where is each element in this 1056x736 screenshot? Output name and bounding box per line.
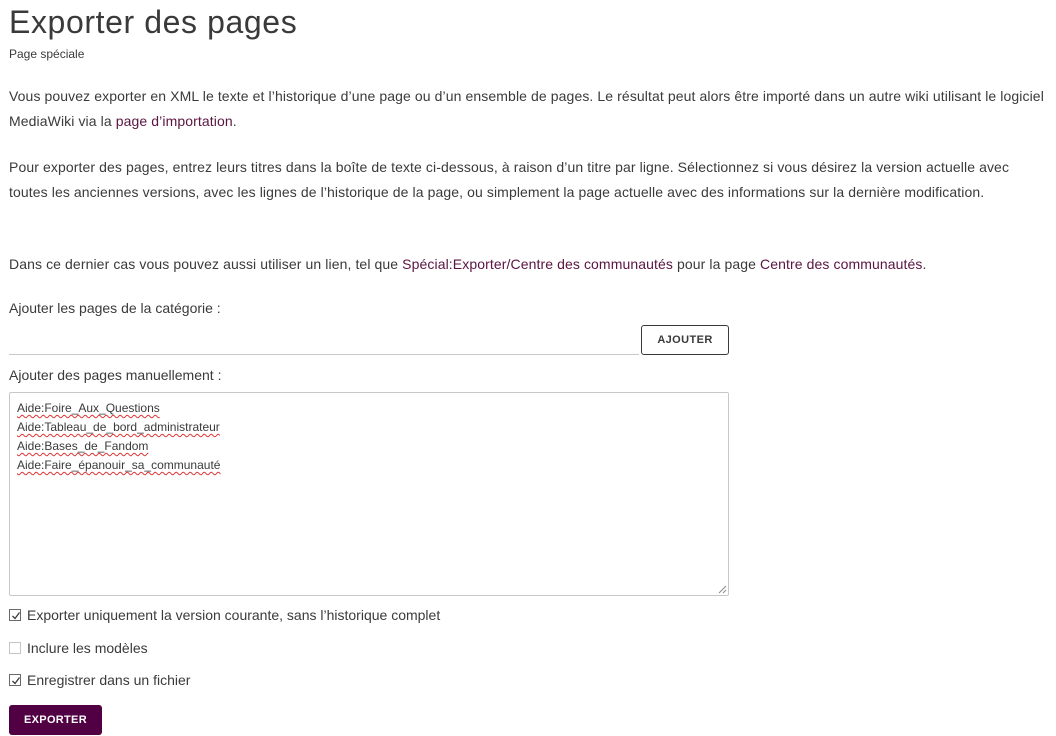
templates-checkbox[interactable]: [9, 642, 21, 654]
special-export-link[interactable]: Spécial:Exporter/Centre des communautés: [402, 256, 673, 272]
intro-text-1-end: .: [232, 113, 237, 129]
export-button[interactable]: EXPORTER: [9, 705, 102, 735]
category-label: Ajouter les pages de la catégorie :: [9, 300, 221, 316]
current-version-option[interactable]: [9, 607, 440, 623]
templates-label: Inclure les modèles: [27, 640, 148, 656]
save-file-label: Enregistrer dans un fichier: [27, 672, 191, 688]
intro-text-3-end: .: [922, 256, 927, 272]
intro-paragraph-2: Pour exporter des pages, entrez leurs titres dans la boîte de texte ci-dessous, à raison d’un titre par ligne. Sélectionnez si vous désirez la version actuelle avec toutes les anciennes versions, avec les lignes de l’historique de la page, ou simplement la page actuelle avec des informations sur la dernière modification.: [9, 159, 1010, 200]
save-file-checkbox[interactable]: [9, 674, 21, 686]
manual-pages-label: Ajouter des pages manuellement :: [9, 367, 222, 383]
intro-text-3: Dans ce dernier cas vous pouvez aussi utiliser un lien, tel que: [9, 256, 403, 272]
page-title: Exporter des pages: [9, 4, 298, 40]
templates-option[interactable]: [9, 640, 148, 656]
intro-paragraph-3: [9, 252, 1049, 277]
pages-textarea[interactable]: [9, 392, 729, 596]
import-page-link[interactable]: page d’importation: [115, 113, 233, 129]
resize-grip-icon[interactable]: [717, 584, 727, 594]
category-input[interactable]: [9, 326, 639, 355]
intro-text-3-mid: pour la page: [672, 256, 761, 272]
intro-paragraph-1: [9, 84, 1049, 134]
page-entry: Aide:Bases_de_Fandom: [17, 439, 149, 453]
page-subtitle: Page spéciale: [9, 47, 85, 61]
checkmark-icon: [11, 611, 21, 621]
current-version-label: Exporter uniquement la version courante, sans l’historique complet: [27, 607, 441, 623]
page-entry: Aide:Faire_épanouir_sa_communauté: [17, 458, 221, 472]
intro-text-1: Vous pouvez exporter en XML le texte et l’historique d’une page ou d’un ensemble de pages. Le résultat peut alors être importé dans un autre wiki utilisant le logiciel MediaWiki via la: [9, 88, 1044, 129]
page-entry: Aide:Tableau_de_bord_administrateur: [17, 420, 220, 434]
checkmark-icon: [11, 676, 21, 686]
page-entry: Aide:Foire_Aux_Questions: [17, 401, 160, 415]
add-button[interactable]: AJOUTER: [641, 325, 729, 355]
community-central-link[interactable]: Centre des communautés: [760, 256, 923, 272]
save-file-option[interactable]: [9, 672, 190, 688]
current-version-checkbox[interactable]: [9, 609, 21, 621]
